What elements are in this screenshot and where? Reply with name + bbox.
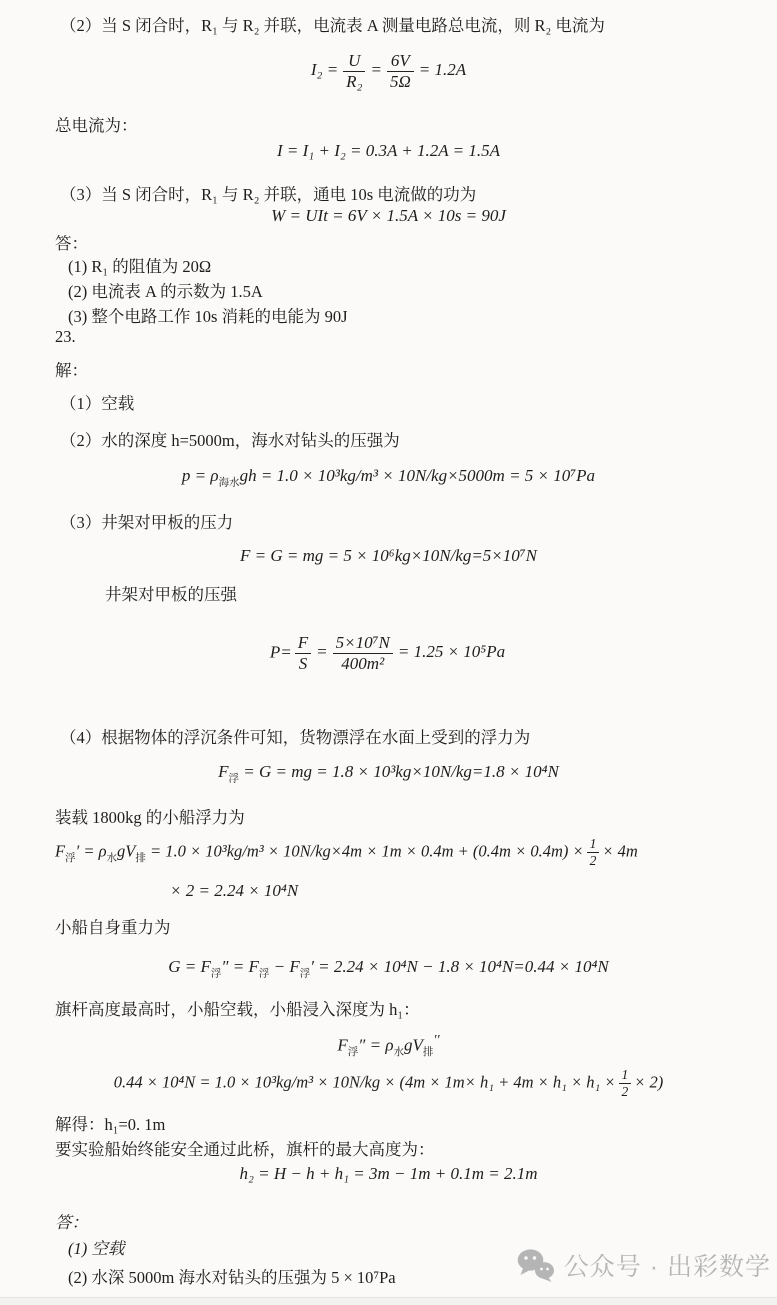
float-subscript: 浮: [299, 968, 311, 980]
problem22-part3-intro: （3）当 S 闭合时，R₁ 与 R₂ 并联，通电 10s 电流做的功为: [60, 185, 477, 204]
pressure-lead: p = ρ: [181, 466, 219, 485]
weight-mid1: = F: [228, 957, 259, 976]
water-subscript: 水: [106, 852, 118, 864]
gv-term: gV: [404, 1035, 423, 1055]
formula-work: W = UIt = 6V × 1.5A × 10s = 90J: [271, 206, 506, 225]
answer-22-item-3: (3) 整个电路工作 10s 消耗的电能为 90J: [68, 307, 348, 326]
part4-line: （4）根据物体的浮沉条件可知，货物漂浮在水面上受到的浮力为: [60, 728, 531, 747]
page-bottom-edge: [0, 1297, 777, 1305]
problem22-part2-intro: （2）当 S 闭合时，R₁ 与 R₂ 并联，电流表 A 测量电路总电流，则 R₂ 电流为: [60, 16, 605, 35]
answer-22-item-1: (1) R₁ 的阻值为 20Ω: [68, 257, 212, 276]
fraction-u-r2: $\frac{U}{\text{R₂}}$: [343, 52, 365, 91]
formula-rhs: = 1.25 × 10⁵Pa: [397, 642, 506, 662]
watermark-text: 公众号 · 出彩数学: [563, 1253, 771, 1281]
weight-mid2: − F: [269, 957, 300, 976]
float-subscript: 浮: [210, 968, 222, 980]
buoyancy-symbol: F: [337, 1035, 348, 1055]
formula-deck-force: F = G = mg = 5 × 10⁶kg×10N/kg=5×10⁷N: [239, 546, 538, 565]
double-prime-tail: ′′: [433, 1032, 440, 1048]
weight-rest: = 2.24 × 10⁴N − 1.8 × 10⁴N=0.44 × 10⁴N: [313, 957, 609, 976]
double-prime: ″: [221, 957, 229, 976]
part3-line: （3）井架对甲板的压力: [60, 513, 234, 532]
equals-sign: =: [370, 60, 382, 80]
formula-lhs: P=: [269, 642, 292, 662]
fraction-one-half: $\frac{1}{2}$: [587, 837, 600, 868]
equation-head: 0.44 × 10⁴N = 1.0 × 10³kg/m³ × 10N/kg × (4m × 1m× h₁ + 4m × h₁ × h₁ ×: [113, 1072, 616, 1092]
prime-mark: ′: [75, 841, 80, 861]
double-prime: ″: [358, 1035, 366, 1055]
answer-23-item-2: (2) 水深 5000m 海水对钻头的压强为 5 × 10⁷Pa: [68, 1268, 396, 1287]
formula-deck-pressure: [0, 634, 777, 673]
answer-heading-23: 答：: [55, 1213, 88, 1232]
buoyancy-symbol: F: [218, 762, 229, 781]
fraction-6v-5ohm: $\frac{6V}{5\Omega}$: [387, 52, 414, 91]
seawater-subscript: 海水: [218, 477, 240, 489]
pressure-rest: = 1.0 × 10³kg/m³ × 10N/kg×5000m = 5 × 10⁷Pa: [256, 466, 596, 485]
buoyancy-tail: × 4m: [602, 841, 638, 861]
loaded-boat-label: 装载 1800kg 的小船浮力为: [55, 808, 245, 827]
buoyancy-rest: = G = mg = 1.8 × 10³kg×10N/kg=1.8 × 10⁴N: [239, 762, 559, 781]
rho-term: = ρ: [365, 1035, 394, 1055]
answer-heading-22: 答：: [55, 234, 88, 253]
formula-empty-buoyancy: [0, 1032, 777, 1059]
formula-flag-height: h₂ = H − h + h₁ = 3m − 1m + 0.1m = 2.1m: [239, 1164, 538, 1183]
equation-tail: × 2): [634, 1072, 664, 1092]
wechat-icon: [517, 1249, 555, 1282]
weight-lead: G = F: [168, 957, 211, 976]
float-subscript: 浮: [65, 852, 76, 864]
part1-line: （1）空载: [60, 394, 135, 413]
gv-term: gV: [117, 841, 136, 861]
total-current-label: 总电流为：: [55, 116, 138, 135]
answer-23-item-1: (1) 空载: [68, 1239, 125, 1258]
formula-lhs: I₂ =: [310, 60, 339, 80]
boat-weight-label: 小船自身重力为: [55, 918, 171, 937]
fraction-force-area: $\frac{\text{5×10⁷N}}{\text{400m²}}$: [333, 634, 393, 673]
problem23-number: 23.: [55, 327, 76, 346]
deck-pressure-label: 井架对甲板的压强: [105, 585, 237, 604]
buoyancy-body: = 1.0 × 10³kg/m³ × 10N/kg×4m × 1m × 0.4m + (0.4m × 0.4m) ×: [145, 841, 584, 861]
formula-boat-weight: [0, 957, 777, 980]
formula-rhs: = 1.2A: [418, 60, 467, 80]
float-subscript: 浮: [258, 968, 270, 980]
pressure-gh: gh: [239, 466, 257, 485]
fraction-one-half: $\frac{1}{2}$: [619, 1068, 632, 1099]
watermark: [517, 1247, 771, 1283]
displaced-subscript: 排: [135, 852, 146, 864]
solved-line: 解得：h₁=0. 1m: [55, 1115, 166, 1134]
displaced-subscript: 排: [422, 1047, 434, 1059]
formula-loaded-buoyancy: [55, 837, 638, 868]
formula-sea-pressure: [0, 466, 777, 489]
float-subscript: 浮: [347, 1047, 359, 1059]
formula-loaded-buoyancy-cont: × 2 = 2.24 × 10⁴N: [170, 881, 299, 900]
part2-line: （2）水的深度 h=5000m，海水对钻头的压强为: [60, 431, 400, 450]
solve-heading: 解：: [55, 361, 88, 380]
equals-sign: =: [316, 642, 328, 662]
formula-cargo-buoyancy: [0, 762, 777, 785]
water-subscript: 水: [393, 1047, 405, 1059]
prime-mark: ′: [310, 957, 314, 976]
float-subscript: 浮: [228, 773, 240, 785]
fraction-f-s: $\frac{F}{S}$: [295, 634, 311, 673]
flagpole-intro: 旗杆高度最高时，小船空载，小船浸入深度为 h₁：: [55, 1000, 420, 1019]
formula-i2: [0, 52, 777, 91]
formula-total-current: I = I₁ + I₂ = 0.3A + 1.2A = 1.5A: [277, 141, 500, 160]
formula-depth-equation: [0, 1068, 777, 1099]
rho-term: = ρ: [79, 841, 107, 861]
bridge-intro: 要实验船始终能安全通过此桥，旗杆的最大高度为：: [55, 1140, 435, 1159]
buoyancy-symbol: F: [55, 841, 66, 861]
answer-22-item-2: (2) 电流表 A 的示数为 1.5A: [68, 282, 263, 301]
